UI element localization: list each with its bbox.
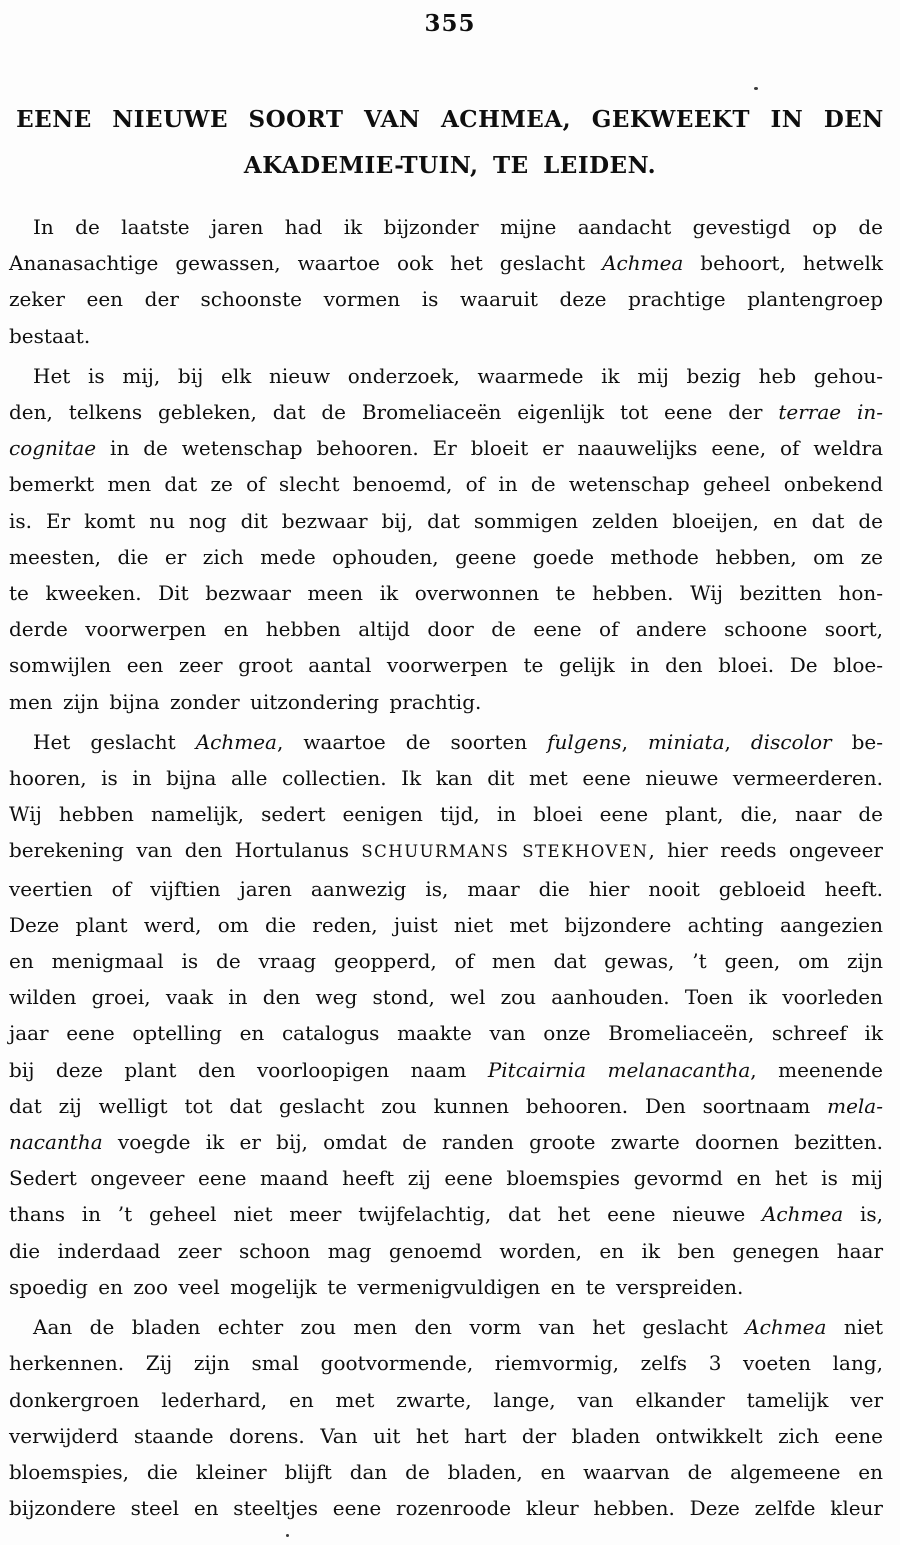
body-text-segment: , hier reeds ongeveer (648, 838, 883, 863)
body-text-segment: Sedert ongeveer eene maand heeft zij eene bloemspies gevormd en het is mij (9, 1166, 883, 1191)
body-text-segment: donkergroen lederhard, en met zwarte, lange, van elkander tamelijk ver (9, 1387, 883, 1412)
body-text-segment: bestaat. (9, 323, 91, 348)
body-text-segment: berekening van den Hortulanus (9, 838, 362, 863)
article-title-line-1: EENE NIEUWE SOORT VAN ACHMEA, GEKWEEKT IN DEN (16, 106, 884, 133)
body-text-segment: jaar eene optelling en catalogus maakte van onze Bromeliaceën, schreef ik (9, 1021, 883, 1046)
text-line (9, 684, 883, 720)
text-line (9, 1233, 883, 1269)
body-text-segment: Het is mij, bij elk nieuw onderzoek, waarmede ik mij bezig heb gehou- (33, 363, 883, 388)
body-text-segment: Het geslacht (33, 729, 196, 754)
page-number: 355 (424, 10, 476, 37)
body-text-segment: In de laatste jaren had ik bijzonder mijne aandacht gevestigd op de (33, 215, 883, 239)
body-text-segment: te kweeken. Dit bezwaar meen ik overwonnen te hebben. Wij bezitten hon- (9, 581, 883, 606)
text-line (9, 1015, 883, 1051)
text-line (9, 318, 883, 354)
italic-text: Achmea (195, 729, 277, 754)
text-line (9, 575, 883, 611)
body-text-segment: zeker een der schoonste vormen is waaruit deze prachtige plantengroep (9, 287, 883, 312)
italic-text: cognitae (9, 436, 97, 461)
body-text-segment: be- (831, 729, 883, 754)
body-text-segment: verwijderd staande dorens. Van uit het hart der bladen ontwikkelt zich eene (9, 1423, 883, 1448)
text-line (9, 943, 883, 979)
body-text-segment: bijzondere steel en steeltjes eene rozenroode kleur hebben. Deze zelfde kleur (9, 1496, 883, 1521)
italic-text: nacantha (9, 1130, 103, 1155)
text-line (9, 979, 883, 1015)
italic-text: discolor (750, 729, 832, 754)
body-text-segment: bij deze plant den voorloopigen naam (9, 1057, 488, 1082)
text-line (9, 1269, 883, 1305)
text-line (9, 611, 883, 647)
body-text-segment: men zijn bijna zonder uitzondering prachtig. (9, 689, 482, 714)
text-line (9, 760, 883, 796)
text-line (9, 907, 883, 943)
text-line (9, 1088, 883, 1124)
body-text-segment: en menigmaal is de vraag geopperd, of men dat gewas, ’t geen, om zijn (9, 949, 883, 974)
text-line (9, 539, 883, 575)
body-text-segment: behoort, hetwelk (683, 251, 883, 276)
body-text-segment: veertien of vijftien jaren aanwezig is, maar die hier nooit gebloeid heeft. (9, 876, 883, 901)
text-line (9, 1196, 883, 1232)
text-line (9, 871, 883, 907)
text-line (9, 1454, 883, 1490)
text-line (9, 503, 883, 539)
body-text-segment: meesten, die er zich mede ophouden, geene goede methode hebben, om ze (9, 544, 883, 569)
body-text-segment: Aan de bladen echter zou men den vorm van het geslacht (33, 1315, 746, 1340)
body-text-segment: den, telkens gebleken, dat de Bromeliaceën eigenlijk tot eene der (9, 400, 779, 425)
body-text-segment: Deze plant werd, om die reden, juist niet met bijzondere achting aangezien (9, 912, 883, 937)
text-line (9, 1160, 883, 1196)
body-text-segment: hooren, is in bijna alle collectien. Ik kan dit met eene nieuwe vermeerderen. (9, 766, 883, 791)
text-line (9, 430, 883, 466)
body-text-segment: , waartoe de soorten (276, 729, 548, 754)
body-text-segment: bloemspies, die kleiner blijft dan de bladen, en waarvan de algemeene en (9, 1459, 883, 1484)
body-text-segment: bemerkt men dat ze of slecht benoemd, of in de wetenschap geheel onbekend (9, 472, 883, 497)
body-text-segment: Wij hebben namelijk, sedert eenigen tijd, in bloei eene plant, die, naar de (9, 802, 883, 827)
body-text-segment: is. Er komt nu nog dit bezwaar bij, dat sommigen zelden bloeijen, en dat de (9, 508, 883, 533)
italic-text: Achmea (745, 1315, 827, 1340)
text-line (9, 1490, 883, 1526)
scan-speck (754, 87, 758, 90)
italic-text: mela- (827, 1093, 883, 1118)
body-text-segment: voegde ik er bij, omdat de randen groote zwarte doornen bezitten. (102, 1130, 883, 1155)
body-text-segment: Ananasachtige gewassen, waartoe ook het geslacht (9, 251, 603, 276)
paragraph (9, 209, 883, 354)
body-text-segment: in de wetenschap behooren. Er bloeit er naauwelijks eene, of weldra (96, 436, 883, 461)
text-line (9, 796, 883, 832)
text-line (9, 724, 883, 760)
text-line (9, 1124, 883, 1160)
body-text-segment: , meenende (750, 1057, 883, 1082)
body-text-segment: , (621, 729, 648, 754)
text-line (9, 466, 883, 502)
body-text-segment: spoedig en zoo veel mogelijk te vermenigvuldigen en te verspreiden. (9, 1274, 744, 1299)
paragraph (9, 358, 883, 720)
body-text (9, 209, 883, 1526)
text-line (9, 832, 883, 870)
body-text-segment: , (724, 729, 751, 754)
body-text-segment: derde voorwerpen en hebben altijd door de eene of andere schoone soort, (9, 617, 883, 642)
italic-text: miniata (647, 729, 725, 754)
body-text-segment: somwijlen een zeer groot aantal voorwerpen te gelijk in den bloei. De bloe- (9, 653, 883, 678)
body-text-segment: is, (843, 1202, 883, 1227)
body-text-segment: die inderdaad zeer schoon mag genoemd worden, en ik ben genegen haar (9, 1238, 883, 1263)
smallcaps-name: SCHUURMANS STEKHOVEN (361, 842, 649, 862)
text-line (9, 647, 883, 683)
italic-text: Achmea (602, 251, 684, 276)
paragraph (9, 724, 883, 1305)
text-line (9, 1418, 883, 1454)
text-line (9, 1382, 883, 1418)
body-text-segment: wilden groei, vaak in den weg stond, wel zou aanhouden. Toen ik voorleden (9, 985, 883, 1010)
italic-text: Pitcairnia melanacantha (487, 1057, 751, 1082)
text-line (9, 245, 883, 281)
text-line (9, 1052, 883, 1088)
paragraph (9, 1309, 883, 1526)
body-text-segment: dat zij welligt tot dat geslacht zou kunnen behooren. Den soortnaam (9, 1093, 828, 1118)
italic-text: Achmea (761, 1202, 844, 1227)
italic-text: terrae in- (778, 400, 883, 425)
scan-speck (286, 1534, 289, 1537)
text-line (9, 209, 883, 245)
text-line (9, 358, 883, 394)
text-line (9, 1345, 883, 1381)
article-title-line-2: AKADEMIE-TUIN, TE LEIDEN. (243, 152, 657, 179)
body-text-segment: thans in ’t geheel niet meer twijfelachtig, dat het eene nieuwe (9, 1202, 762, 1227)
article-title (0, 97, 900, 189)
text-line (9, 281, 883, 317)
body-text-segment: niet (826, 1315, 883, 1340)
body-text-segment: herkennen. Zij zijn smal gootvormende, riemvormig, zelfs 3 voeten lang, (9, 1351, 883, 1376)
italic-text: fulgens (547, 729, 622, 754)
text-line (9, 1309, 883, 1345)
text-line (9, 394, 883, 430)
